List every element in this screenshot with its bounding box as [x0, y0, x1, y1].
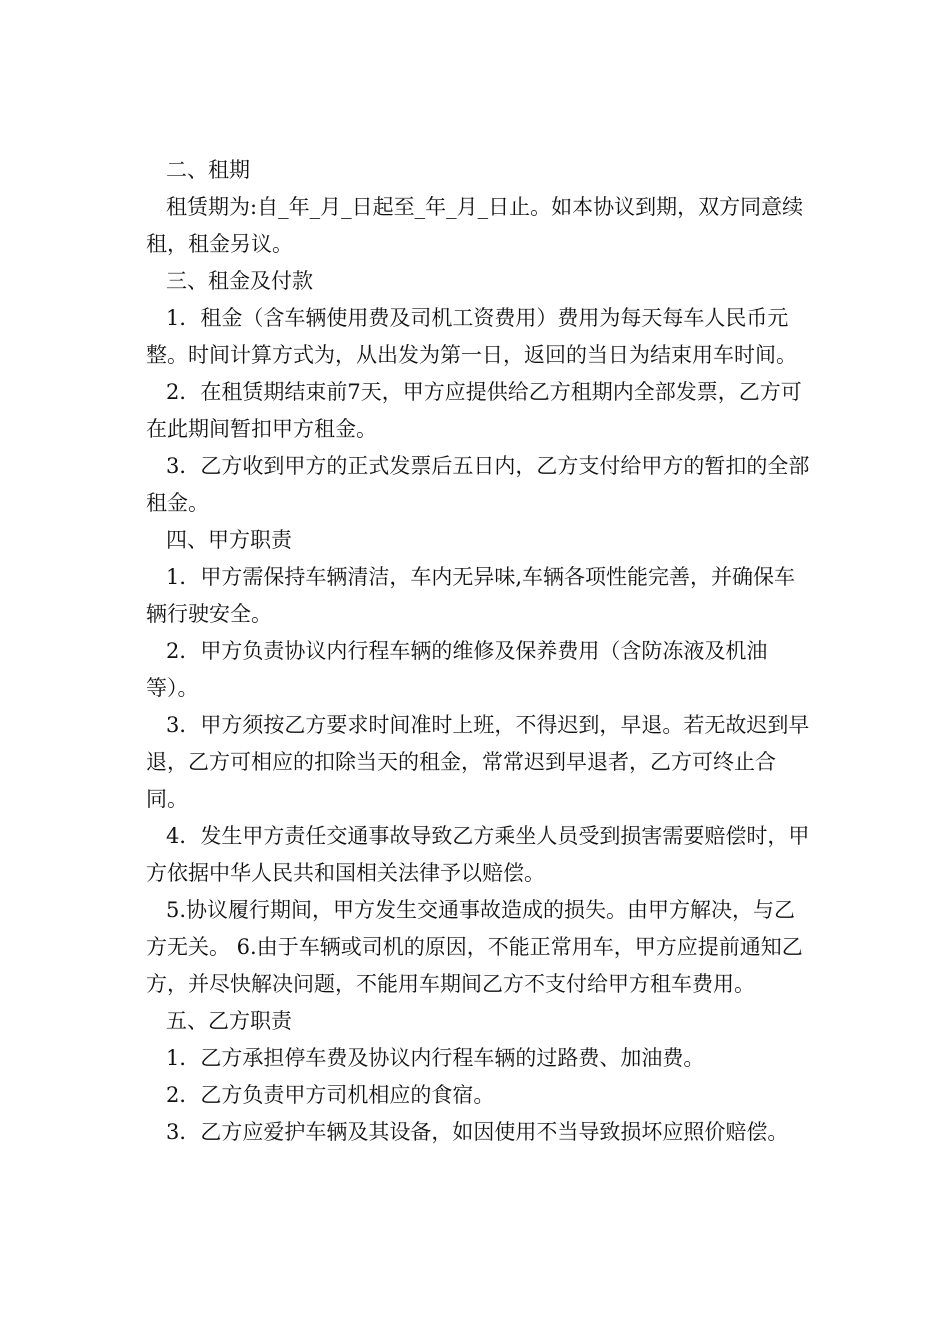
- paragraph-lease-term: 租赁期为:自_年_月_日起至_年_月_日止。如本协议到期，双方同意续租，租金另议。: [146, 195, 804, 256]
- paragraph-rent-3: 3．乙方收到甲方的正式发票后五日内，乙方支付给甲方的暂扣的全部租金。: [146, 454, 810, 515]
- paragraph-party-b-3: 3．乙方应爱护车辆及其设备，如因使用不当导致损坏应照价赔偿。: [166, 1120, 789, 1144]
- section-heading-party-b-duties: 五、乙方职责: [166, 1009, 292, 1033]
- paragraph-party-a-1: 1．甲方需保持车辆清洁，车内无异味,车辆各项性能完善，并确保车辆行驶安全。: [146, 565, 796, 626]
- section-heading-rent-payment: 三、租金及付款: [166, 269, 313, 293]
- paragraph-party-b-2: 2．乙方负责甲方司机相应的食宿。: [166, 1083, 495, 1107]
- paragraph-party-a-2: 2．甲方负责协议内行程车辆的维修及保养费用（含防冻液及机油等）。: [146, 639, 768, 700]
- paragraph-party-b-1: 1．乙方承担停车费及协议内行程车辆的过路费、加油费。: [166, 1046, 705, 1070]
- paragraph-rent-2: 2．在租赁期结束前7天，甲方应提供给乙方租期内全部发票，乙方可在此期间暂扣甲方租金。: [146, 380, 802, 441]
- document-body: [146, 152, 816, 1151]
- paragraph-party-a-5-6: 5.协议履行期间，甲方发生交通事故造成的损失。由甲方解决，与乙方无关。 6.由于车辆或司机的原因，不能正常用车，甲方应提前通知乙方，并尽快解决问题，不能用车期间乙方不支付给甲方租车费用。: [146, 898, 803, 996]
- paragraph-party-a-4: 4．发生甲方责任交通事故导致乙方乘坐人员受到损害需要赔偿时，甲方依据中华人民共和国相关法律予以赔偿。: [146, 824, 810, 885]
- paragraph-party-a-3: 3．甲方须按乙方要求时间准时上班，不得迟到，早退。若无故迟到早退，乙方可相应的扣除当天的租金，常常迟到早退者，乙方可终止合同。: [146, 713, 810, 811]
- paragraph-rent-1: 1．租金（含车辆使用费及司机工资费用）费用为每天每车人民币元整。时间计算方式为，从出发为第一日，返回的当日为结束用车时间。: [146, 306, 797, 367]
- section-heading-party-a-duties: 四、甲方职责: [166, 528, 292, 552]
- section-heading-lease-term: 二、租期: [166, 158, 250, 182]
